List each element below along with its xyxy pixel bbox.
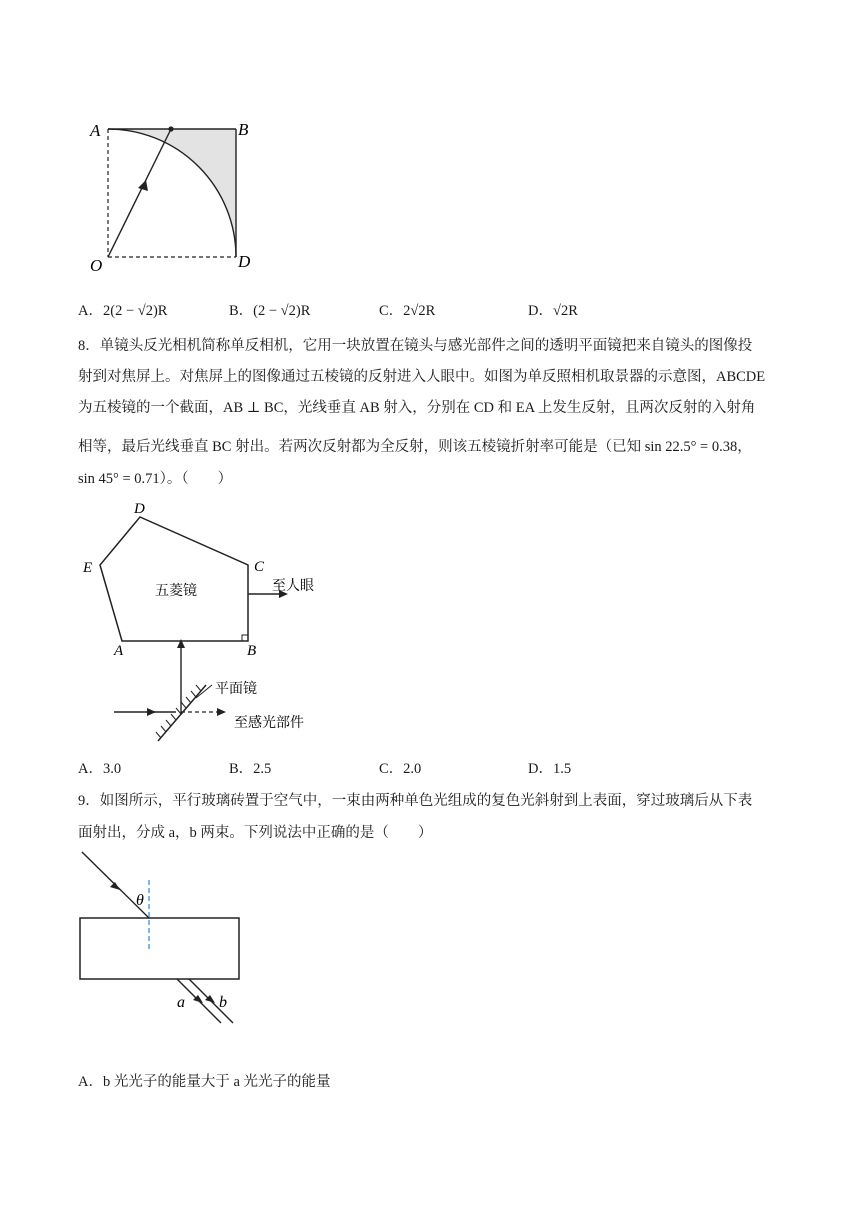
q8-line-4: 相等，最后光线垂直 BC 射出。若两次反射都为全反射，则该五棱镜折射率可能是（已知 sin 22.5° = 0.38， [78,439,752,455]
shaded-region [108,129,236,257]
label-b: b [219,994,227,1011]
to-eye-label: 至人眼 [272,579,314,594]
q9-line-1: 9．如图所示，平行玻璃砖置于空气中，一束由两种单色光组成的复色光斜射到上表面，穿过玻璃后从下表 [78,793,753,809]
q8-line-5: sin 45° = 0.71）。（ ） [78,471,233,487]
label-d: D [238,252,251,271]
incident-arrow [110,882,120,890]
plane-mirror [158,685,206,741]
q8-option-a[interactable]: A．3.0 [78,761,122,777]
q8-line-2: 射到对焦屏上。对焦屏上的图像通过五棱镜的反射进入人眼中。如图为单反照相机取景器的示意图，ABCDE [78,369,766,385]
label-b: B [238,120,249,139]
q8-option-b[interactable]: B．2.5 [229,761,272,777]
sensor-arrow [217,708,226,716]
label-e: E [83,560,93,576]
label-a: A [114,643,124,659]
q7-option-b[interactable]: B．(2 − √2)R [229,303,311,319]
light-ray [108,129,171,257]
figure-pentaprism [78,495,348,750]
figure-quarter-circle [80,110,270,280]
label-a: A [90,121,101,140]
prism-label: 五菱镜 [155,584,197,599]
to-sensor-label: 至感光部件 [234,716,304,731]
prism-body [100,517,248,641]
ray-point [168,126,173,131]
label-c: C [254,559,265,575]
label-a: a [177,994,185,1011]
mirror-label: 平面镜 [215,682,257,697]
q7-option-d[interactable]: D．√2R [528,303,578,319]
q8-option-d[interactable]: D．1.5 [528,761,572,777]
figure-glass-block [78,848,253,1028]
q8-option-c[interactable]: C．2.0 [379,761,422,777]
q8-line-3: 为五棱镜的一个截面，AB ⊥ BC，光线垂直 AB 射入，分别在 CD 和 EA 上发生反射，且两次反射的入射角 [78,400,756,416]
q8-line-1: 8．单镜头反光相机简称单反相机，它用一块放置在镜头与感光部件之间的透明平面镜把来自镜头的图像投 [78,338,753,354]
q9-line-2: 面射出，分成 a，b 两束。下列说法中正确的是（ ） [78,825,433,841]
incoming-arrow [147,708,156,716]
right-angle-mark [242,635,248,641]
q9-option-a[interactable]: A．b 光光子的能量大于 a 光光子的能量 [78,1074,331,1090]
label-d: D [134,501,145,517]
glass-block [80,918,239,979]
q7-option-a[interactable]: A．2(2 − √2)R [78,303,168,319]
q7-option-c[interactable]: C．2√2R [379,303,436,319]
label-o: O [90,256,103,275]
ray-arrow [138,180,148,191]
label-theta: θ [136,892,144,909]
label-b: B [247,643,257,659]
